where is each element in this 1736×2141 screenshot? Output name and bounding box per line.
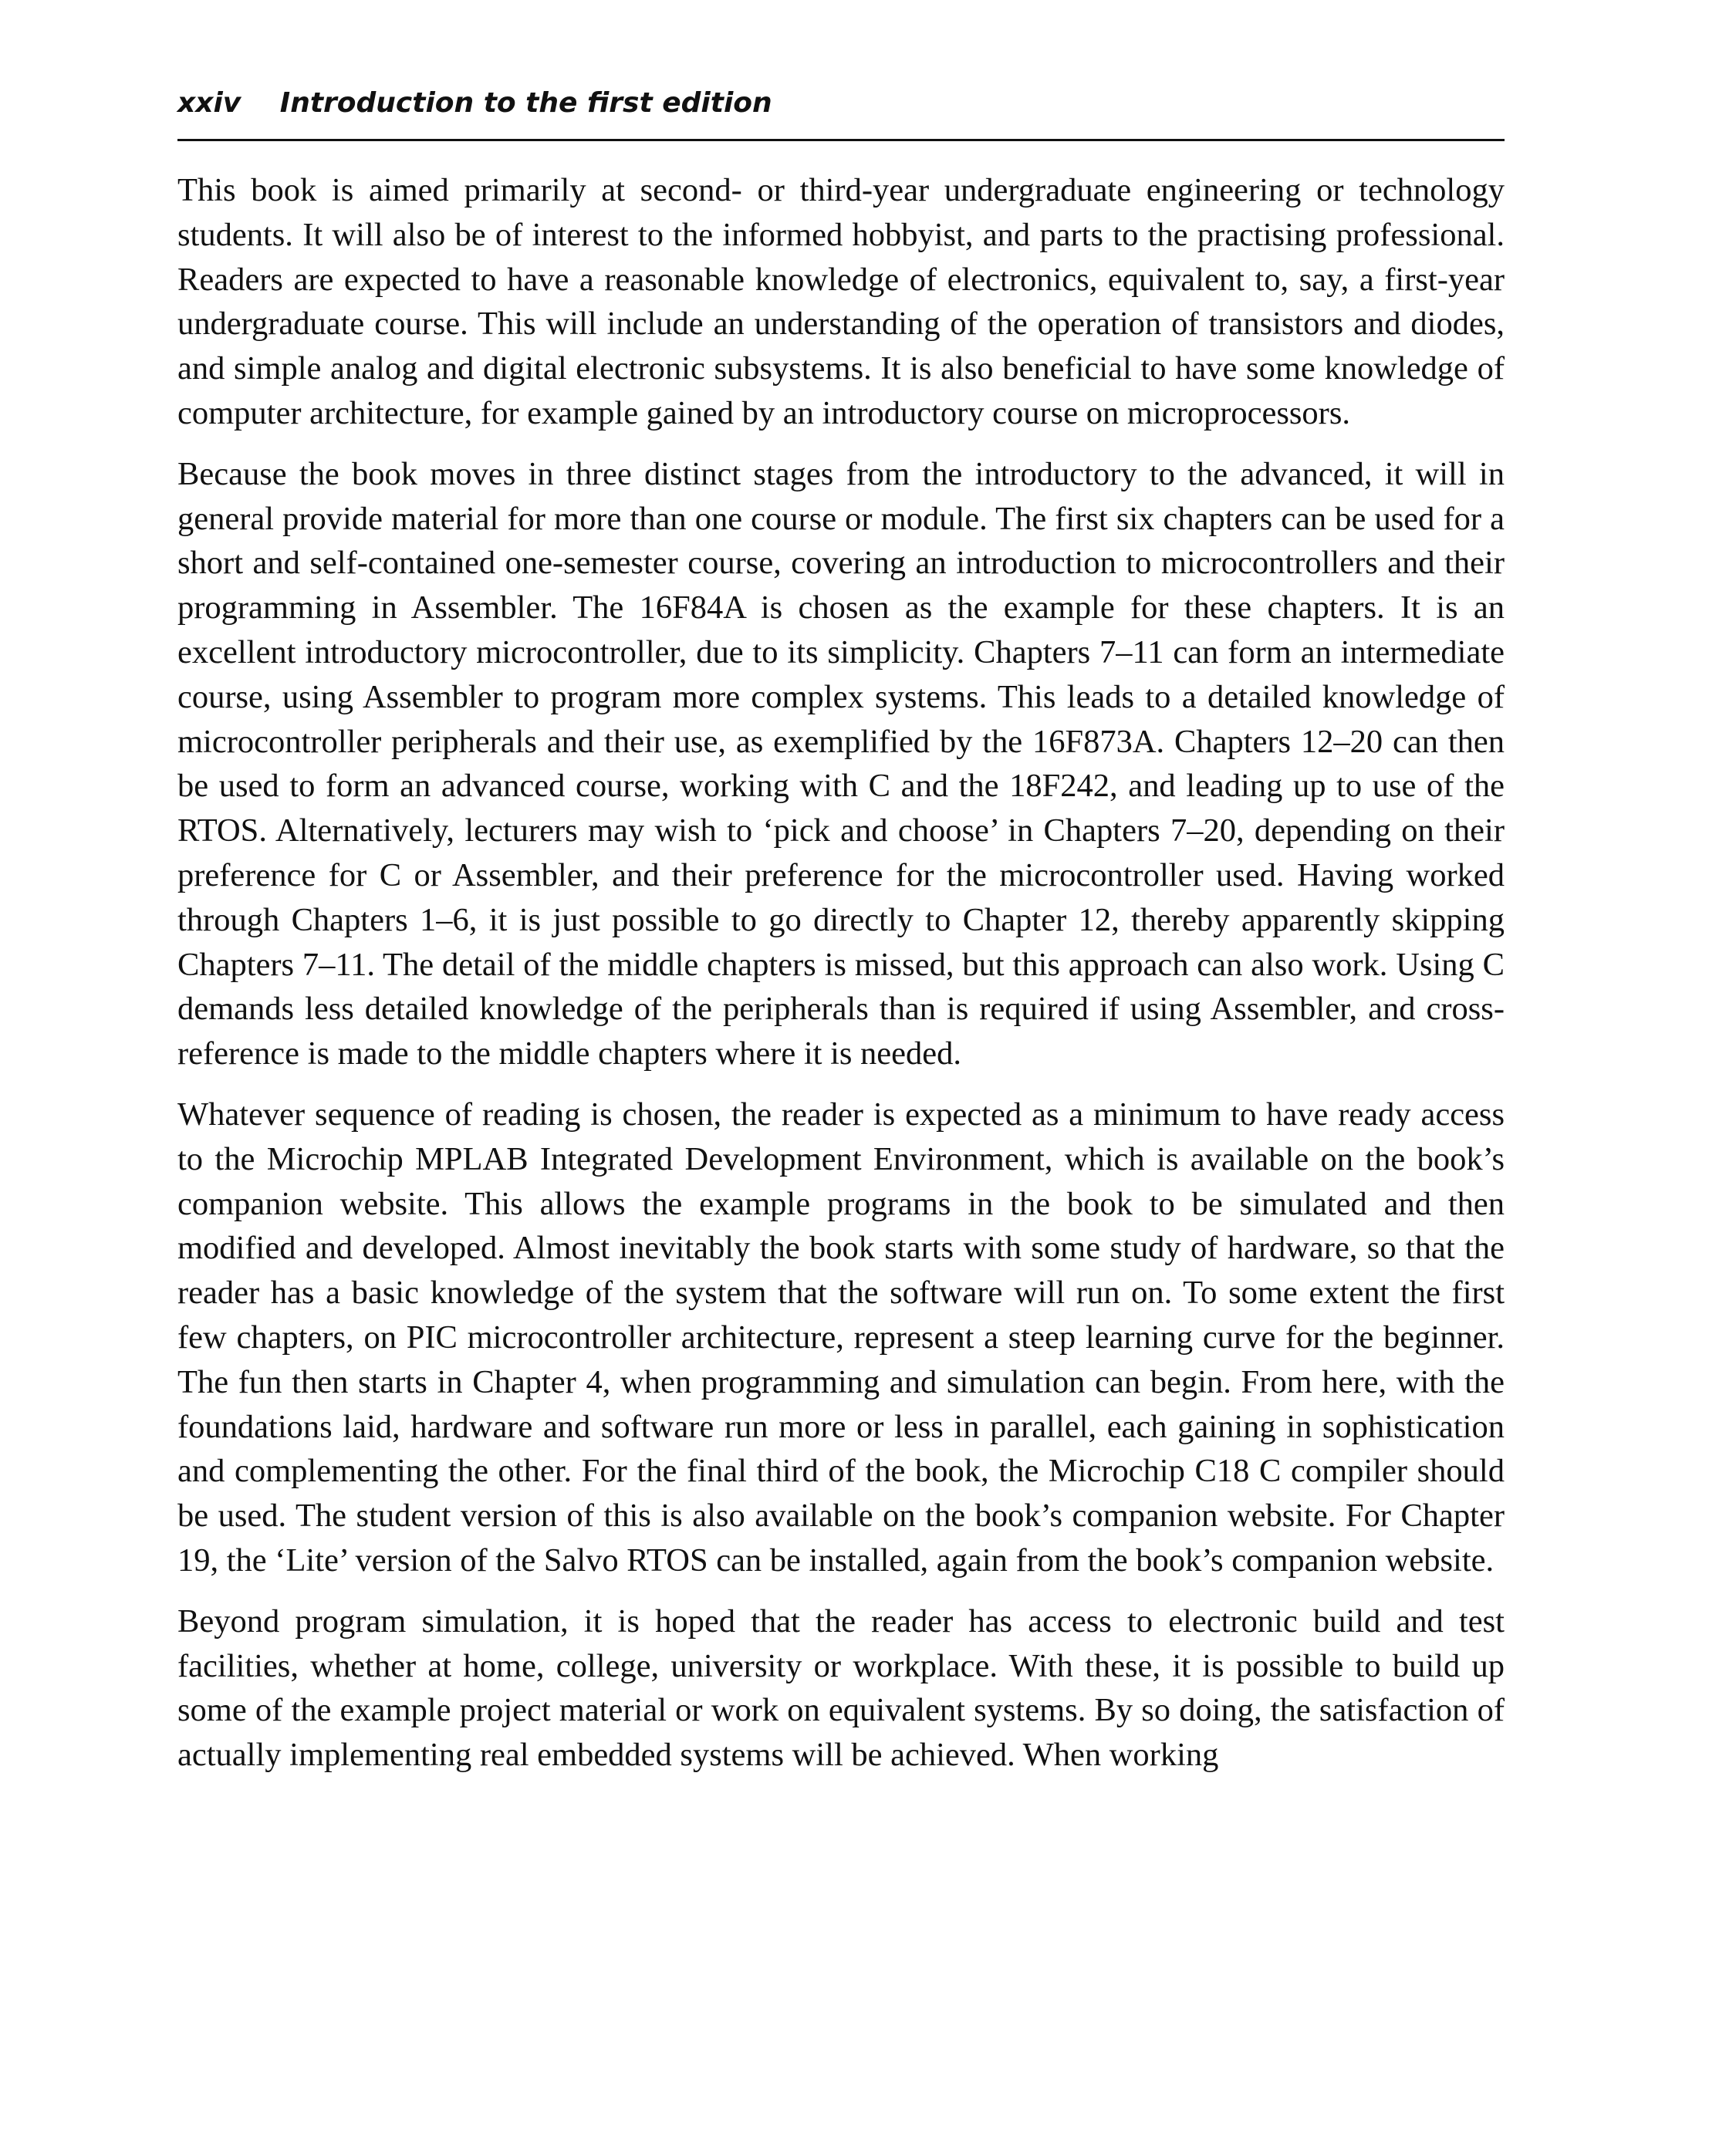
paragraph-2: Because the book moves in three distinct stages from the introductory to the advanced, it will in general provide material for more than one course or module. The first six chapters can be used for a short and self-contained one-semester course, covering an introduction to microcontrollers and their programming in Assembler. The 16F84A is chosen as the example for these chapters. It is an excellent introductory microcontroller, due to its simplicity. Chapters 7–11 can form an intermediate course, using Assembler to program more complex systems. This leads to a detailed knowledge of microcontroller peripherals and their use, as exemplified by the 16F873A. Chapters 12–20 can then be used to form an advanced course, working with C and the 18F242, and leading up to use of the RTOS. Alternatively, lecturers may wish to ‘pick and choose’ in Chapters 7–20, depending on their preference for C or Assembler, and their preference for the microcontroller used. Having worked through Chapters 1–6, it is just possible to go directly to Chapter 12, thereby apparently skipping Chapters 7–11. The detail of the middle chapters is missed, but this approach can also work. Using C demands less detailed knowledge of the peripherals than is required if using Assembler, and cross-reference is made to the middle chapters where it is needed.	[177, 455, 1505, 1072]
body-text	[177, 168, 1505, 1794]
paragraph-3: Whatever sequence of reading is chosen, the reader is expected as a minimum to have ready access to the Microchip MPLAB Integrated Development Environment, which is available on the book’s companion website. This allows the example programs in the book to be simulated and then modified and developed. Almost inevitably the book starts with some study of hardware, so that the reader has a basic knowledge of the system that the software will run on. To some extent the first few chapters, on PIC microcontroller architecture, represent a steep learning curve for the beginner. The fun then starts in Chapter 4, when programming and simulation can begin. From here, with the foundations laid, hardware and software run more or less in parallel, each gaining in sophistication and complementing the other. For the final third of the book, the Microchip C18 C compiler should be used. The student version of this is also available on the book’s companion website. For Chapter 19, the ‘Lite’ version of the Salvo RTOS can be installed, again from the book’s companion website.	[177, 1096, 1505, 1579]
paragraph-1: This book is aimed primarily at second- or third-year undergraduate engineering or technology students. It will also be of interest to the informed hobbyist, and parts to the practising professional. Readers are expected to have a reasonable knowledge of electronics, equivalent to, say, a first-year undergraduate course. This will include an understanding of the operation of transistors and diodes, and simple analog and digital electronic subsystems. It is also beneficial to have some knowledge of computer architecture, for example gained by an introductory course on microprocessors.	[177, 172, 1505, 431]
paragraph-4: Beyond program simulation, it is hoped that the reader has access to electronic build and test facilities, whether at home, college, university or workplace. With these, it is possible to build up some of the example project material or work on equivalent systems. By so doing, the satisfaction of actually implementing real embedded systems will be achieved. When working	[177, 1602, 1505, 1774]
running-title: Introduction to the first edition	[279, 87, 772, 119]
page-number: xxiv	[177, 87, 241, 119]
running-header	[177, 83, 1505, 141]
